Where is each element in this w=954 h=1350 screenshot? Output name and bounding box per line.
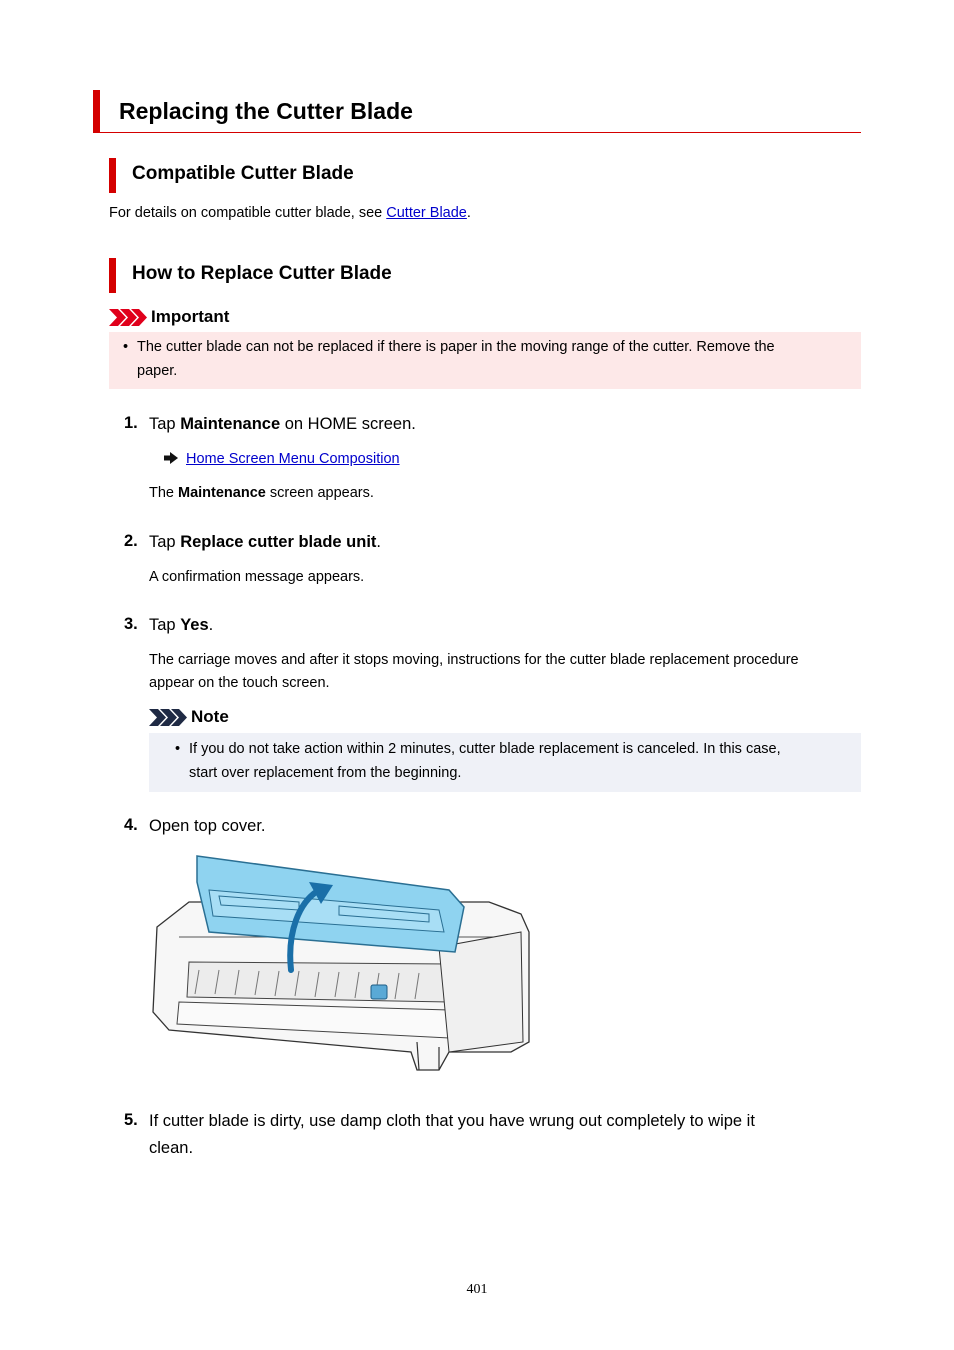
printer-illustration-svg [149, 852, 531, 1076]
step-3-result: The carriage moves and after it stops moving, instructions for the cutter blade replacement procedure appear on the touch screen. [149, 652, 799, 691]
step-3-text: Tap Yes. [149, 616, 214, 634]
step-4-number: 4. [124, 816, 138, 834]
section-heading-text: How to Replace Cutter Blade [132, 263, 392, 284]
note-box: • If you do not take action within 2 minutes, cutter blade replacement is canceled. In this case, start over replacement from the beginning. [149, 733, 861, 792]
step-3-number: 3. [124, 615, 138, 633]
step-2-number: 2. [124, 532, 138, 550]
section-heading-how-to [109, 258, 449, 293]
step-1-result: The Maintenance screen appears. [149, 485, 374, 501]
arrow-right-icon [164, 452, 178, 464]
step-2-text: Tap Replace cutter blade unit. [149, 533, 381, 551]
note-chevrons-icon [149, 709, 187, 726]
page-number: 401 [466, 1282, 488, 1297]
home-screen-menu-link[interactable]: Home Screen Menu Composition [186, 451, 400, 467]
section-heading-compatible [109, 158, 409, 193]
step-1-number: 1. [124, 414, 138, 432]
cutter-blade-link[interactable]: Cutter Blade [386, 205, 467, 221]
step-5-text: If cutter blade is dirty, use damp cloth that you have wrung out completely to wipe it clean. [149, 1112, 755, 1157]
note-label: Note [191, 707, 229, 726]
step-5-number: 5. [124, 1111, 138, 1129]
important-chevrons-icon [109, 309, 147, 326]
page-title-text: Replacing the Cutter Blade [119, 98, 413, 124]
step-2-result: A confirmation message appears. [149, 569, 365, 585]
important-box: • The cutter blade can not be replaced if there is paper in the moving range of the cutter. Remove the paper. [109, 332, 861, 389]
compatible-paragraph: For details on compatible cutter blade, see Cutter Blade. [109, 205, 471, 221]
step-1-text: Tap Maintenance on HOME screen. [149, 415, 416, 433]
page-title [93, 90, 861, 133]
home-screen-link-row [164, 448, 400, 471]
important-label: Important [151, 307, 230, 326]
printer-open-cover-illustration [149, 852, 531, 1076]
section-heading-text: Compatible Cutter Blade [132, 163, 354, 184]
step-4-text: Open top cover. [149, 817, 266, 835]
